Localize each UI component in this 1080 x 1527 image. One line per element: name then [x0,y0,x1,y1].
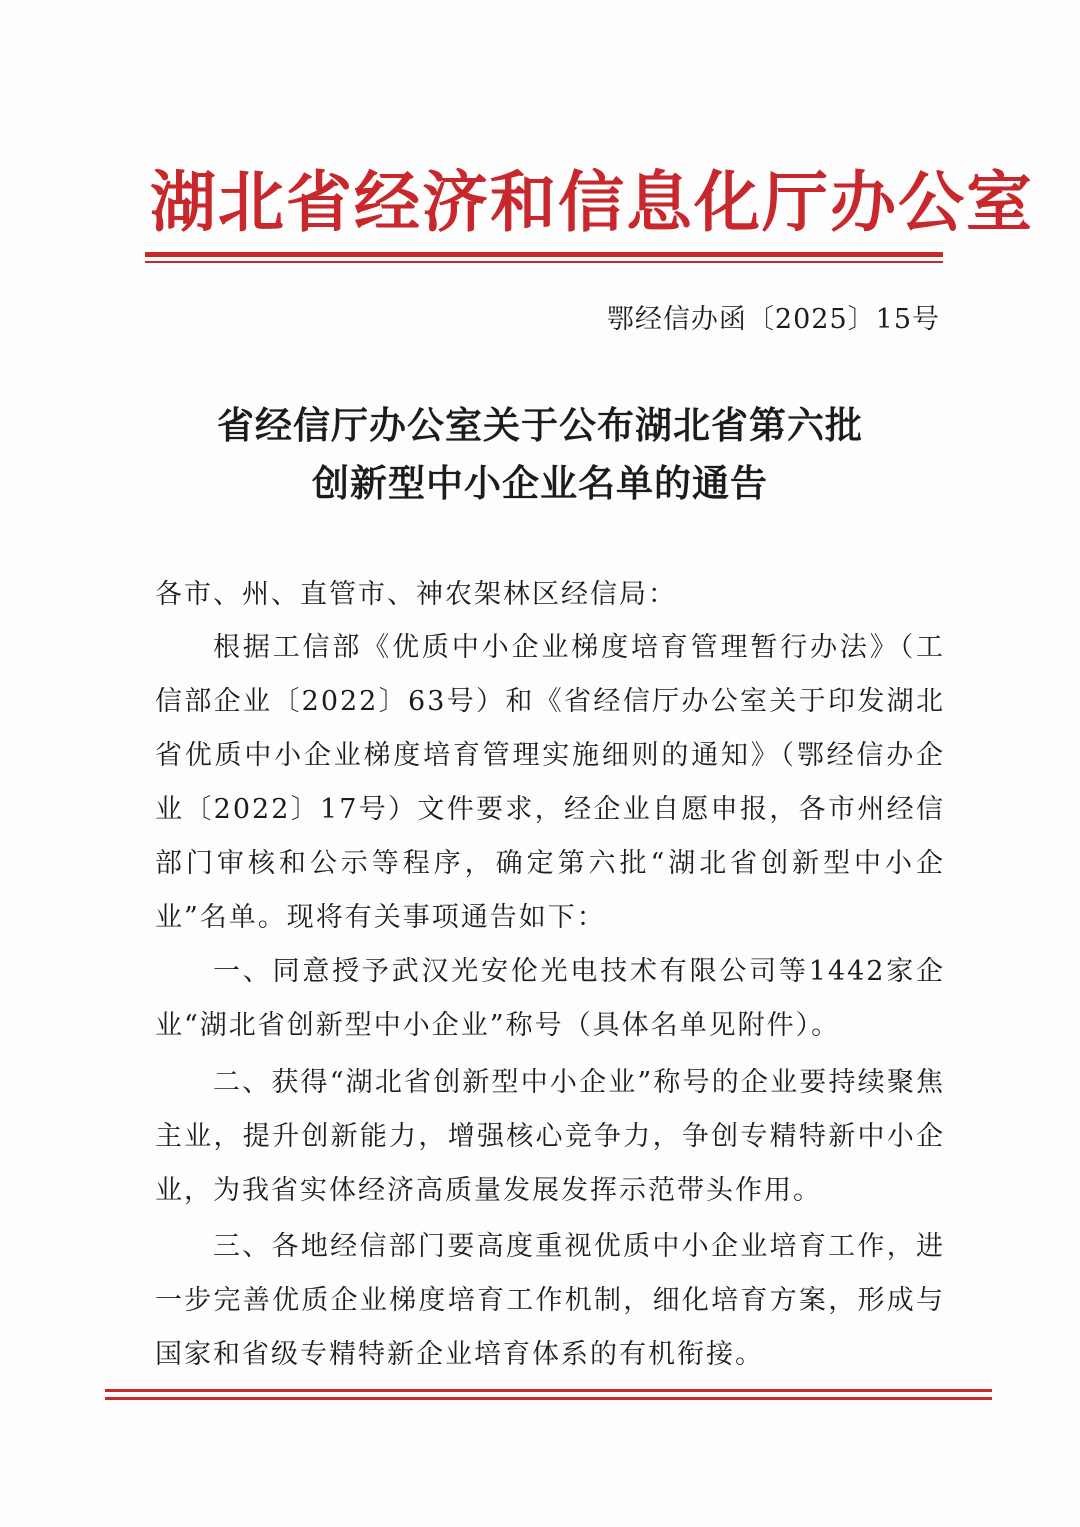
letterhead-red-rule-thin [145,261,943,263]
paragraph-item-1: 一、同意授予武汉光安伦光电技术有限公司等1442家企业“湖北省创新型中小企业”称号（具体名单见附件）。 [155,956,945,1041]
letterhead-issuer: 湖北省经济和信息化厅办公室 [150,164,1034,241]
paragraph-item-2: 二、获得“湖北省创新型中小企业”称号的企业要持续聚焦主业，提升创新能力，增强核心竞争力，争创专精特新中小企业，为我省实体经济高质量发展发挥示范带头作用。 [155,1067,945,1206]
footer-red-rule-2 [105,1397,992,1400]
paragraph-item-3: 三、各地经信部门要高度重视优质中小企业培育工作，进一步完善优质企业梯度培育工作机制，细化培育方案，形成与国家和省级专精特新企业培育体系的有机衔接。 [155,1231,945,1370]
footer-red-rule [105,1389,992,1392]
document-title-line-2: 创新型中小企业名单的通告 [312,462,768,505]
document-number: 鄂经信办函〔2025〕15号 [606,304,940,335]
paragraph-intro: 根据工信部《优质中小企业梯度培育管理暂行办法》（工信部企业〔2022〕63号）和《省经信厅办公室关于印发湖北省优质中小企业梯度培育管理实施细则的通知》（鄂经信办企业〔2022〕17号）文件要求，经企业自愿申报，各市州经信部门审核和公示等程序，确定第六批“湖北省创新型中小企业”名单。现将有关事项通告如下： [155,632,945,933]
document-title-line-1: 省经信厅办公室关于公布湖北省第六批 [217,404,863,447]
letterhead-red-rule [145,252,943,257]
addressee: 各市、州、直管市、神农架林区经信局： [155,579,677,610]
